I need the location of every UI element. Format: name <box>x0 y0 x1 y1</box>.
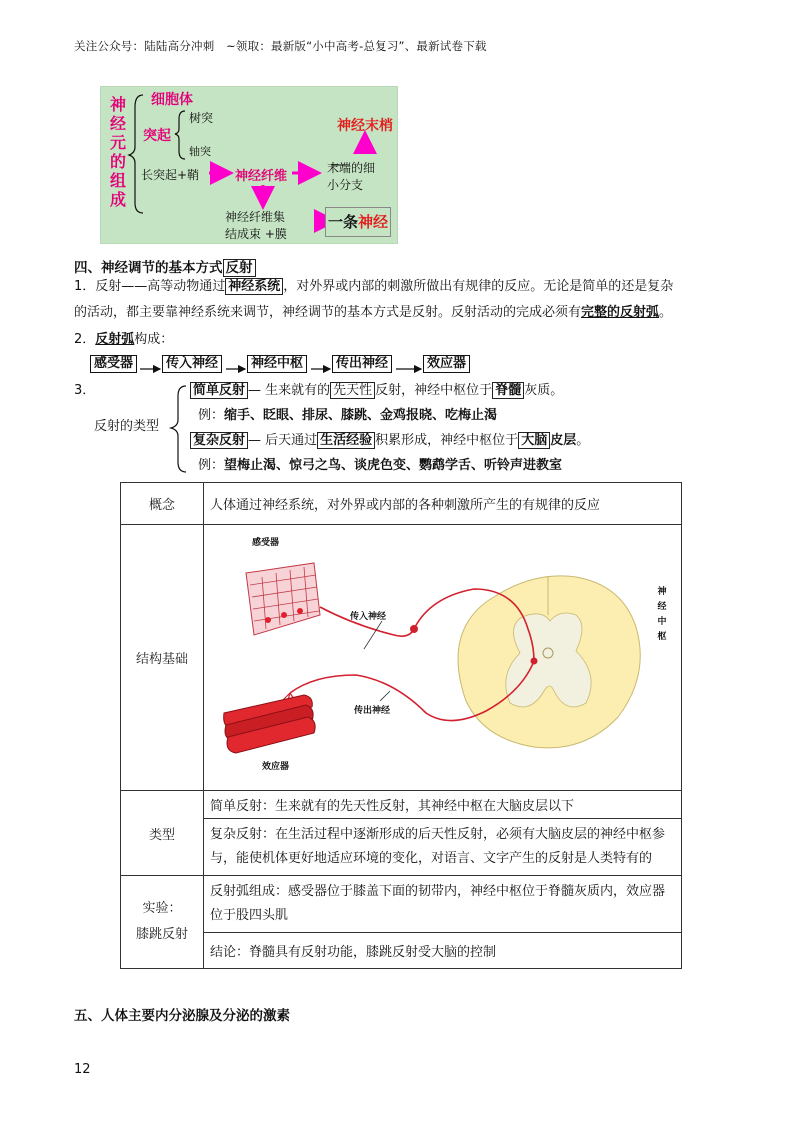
section4-para1: 1．反射——高等动物通过 神经系统 ，对外界或内部的刺激所做出有规律的反应。无论是简单的还是复杂 的活动，都主要靠神经系统来调节，神经调节的基本方式是反射。反射活动的完成必须有完整的反射弧。 <box>74 279 674 320</box>
fig-center-label: 神 经 中 枢 <box>657 587 667 642</box>
experiment-arc-text: 反射弧组成：感受器位于膝盖下面的韧带内，神经中枢位于脊髓灰质内，效应器位于股四头肌 <box>204 876 682 933</box>
section4-para3-num: 3． <box>74 383 96 398</box>
chain-efferent: 传出神经 <box>332 355 392 373</box>
neuron-diagram <box>100 86 398 244</box>
one-nerve-box: 一条神经 <box>325 207 391 237</box>
experiment-label: 实验： 膝跳反射 <box>121 876 204 969</box>
reflex-types-brace <box>168 384 188 474</box>
reflex-arc-figure-cell <box>204 525 682 791</box>
section5-title: 五、人体主要内分泌腺及分泌的激素 <box>74 1008 290 1024</box>
dendrite-label: 树突 <box>189 111 214 125</box>
bundle-label-2: 结成束 +膜 <box>225 227 287 241</box>
cell-body-label: 细胞体 <box>151 92 193 108</box>
section4-para2: 2．反射弧构成： <box>74 332 174 347</box>
type-complex-text: 复杂反射：在生活过程中逐渐形成的后天性反射，必须有大脑皮层的神经中枢参与，能使机体更好地适应环境的变化，对语言、文字产生的反射是人类特有的 <box>204 819 682 876</box>
chain-effector: 效应器 <box>423 355 470 373</box>
fig-effector-label: 效应器 <box>262 762 290 772</box>
experiment-conclusion-text: 结论：脊髓具有反射功能，膝跳反射受大脑的控制 <box>204 933 682 969</box>
neuron-diagram-title: 神 经 元 的 组 成 <box>109 95 126 209</box>
reflex-types-label: 反射的类型 <box>94 419 160 434</box>
chain-afferent: 传入神经 <box>162 355 222 373</box>
simple-reflex-line: 简单反射 — 生来就有的 先天性 反射，神经中枢位于 脊髓 灰质。 <box>190 381 563 401</box>
complex-reflex-examples: 例：望梅止渴、惊弓之鸟、谈虎色变、鹦鹉学舌、听铃声进教室 <box>198 458 563 473</box>
nerve-fiber-label: 神经纤维 <box>235 169 288 184</box>
simple-reflex-examples: 例：缩手、眨眼、排尿、膝跳、金鸡报晓、吃梅止渴 <box>198 408 498 423</box>
concept-text: 人体通过神经系统，对外界或内部的各种刺激所产生的有规律的反应 <box>204 483 682 525</box>
chain-arrows <box>90 355 490 375</box>
reflex-arc-chain <box>90 355 490 375</box>
complex-reflex-line: 复杂反射 — 后天通过 生活经验 积累形成，神经中枢位于 大脑 皮层。 <box>190 431 589 451</box>
receptor-tissue <box>246 563 320 635</box>
table-row-type-complex <box>121 819 682 876</box>
section4-title: 四、神经调节的基本方式 反射 <box>74 256 256 276</box>
page-header: 关注公众号：陆陆高分冲刺 ~领取：最新版“小中高考-总复习”、最新试卷下载 <box>74 39 487 53</box>
page-number: 12 <box>74 1062 91 1077</box>
chain-receptor: 感受器 <box>90 355 137 373</box>
nerve-terminal-label: 神经末梢 <box>337 118 393 134</box>
reflex-arc-figure <box>204 525 680 790</box>
table-row-experiment-conclusion <box>121 933 682 969</box>
table-row-type-simple <box>121 791 682 819</box>
long-process-label: 长突起+鞘 <box>141 168 200 182</box>
bundle-label-1: 神经纤维集 <box>225 210 286 224</box>
type-simple-text: 简单反射：生来就有的先天性反射，其神经中枢在大脑皮层以下 <box>204 791 682 819</box>
process-label: 突起 <box>143 128 171 144</box>
structure-label: 结构基础 <box>121 525 204 791</box>
effector-muscle <box>224 695 315 753</box>
chain-center: 神经中枢 <box>247 355 307 373</box>
fig-afferent-label: 传入神经 <box>350 612 387 622</box>
branch-label-1: 末端的细 <box>327 161 376 175</box>
table-row-concept <box>121 483 682 525</box>
table-row-experiment-arc <box>121 876 682 933</box>
branch-label-2: 小分支 <box>327 178 364 192</box>
concept-label: 概念 <box>121 483 204 525</box>
table-row-structure <box>121 525 682 791</box>
type-label: 类型 <box>121 791 204 876</box>
reflex-table <box>120 482 682 969</box>
fig-efferent-label: 传出神经 <box>354 706 391 716</box>
fig-receptor-label: 感受器 <box>252 538 280 548</box>
spinal-cord <box>458 576 640 748</box>
axon-label: 轴突 <box>189 145 211 158</box>
